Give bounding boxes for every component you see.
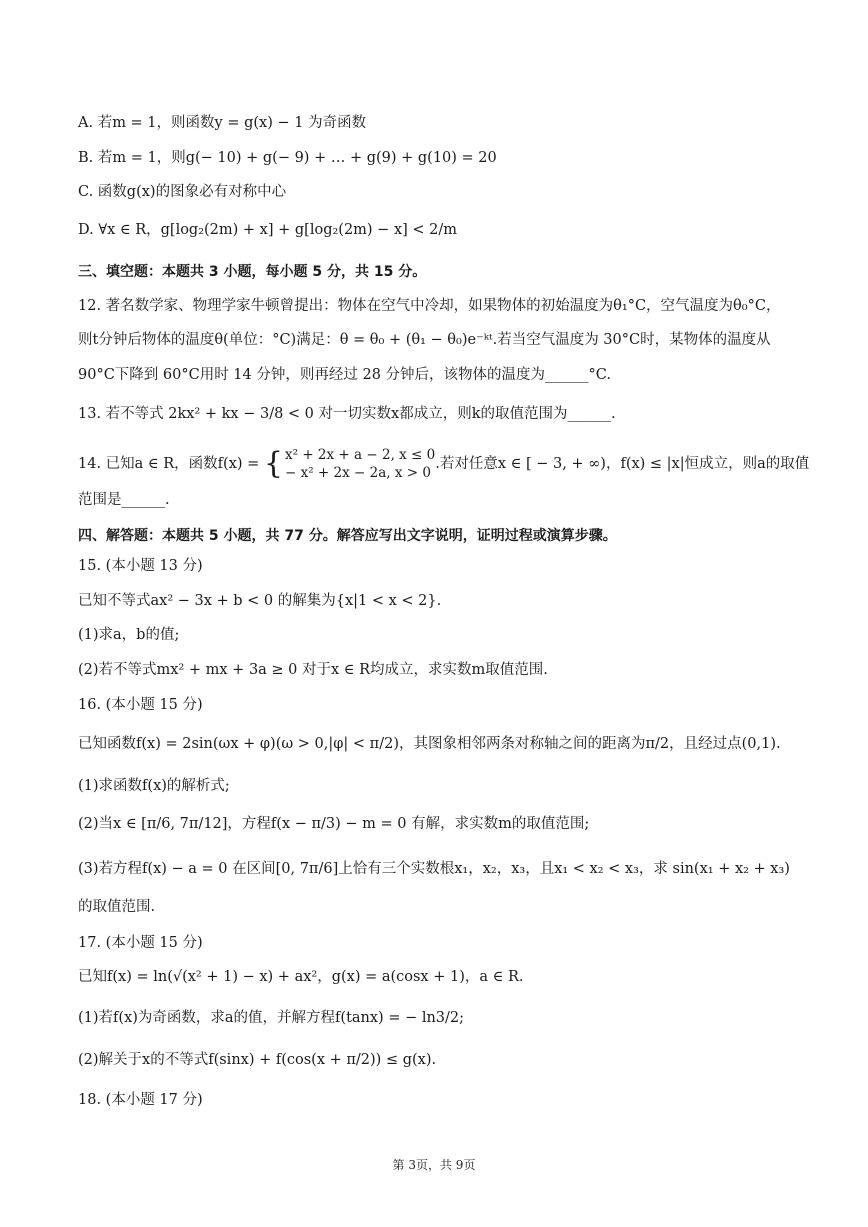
q14-start: 14. 已知a ∈ R，函数f(x) = <box>78 456 264 472</box>
q14-brace: { <box>263 446 284 481</box>
q17-part-1: (1)若f(x)为奇函数，求a的值，并解方程f(tanx) = − ln3/2; <box>78 1010 465 1026</box>
q15-title: 15. (本小题 13 分) <box>78 558 203 574</box>
q14-case-2: − x² + 2x − 2a, x > 0 <box>285 465 431 481</box>
q15-part-2: (2)若不等式mx² + mx + 3a ≥ 0 对于x ∈ R均成立，求实数m取值范围. <box>78 662 548 678</box>
q17-stem: 已知f(x) = ln(√(x² + 1) − x) + ax²，g(x) = a(cosx + 1)，a ∈ R. <box>78 969 524 985</box>
q17-title: 17. (本小题 15 分) <box>78 935 203 951</box>
q16-part-3: (3)若方程f(x) − a = 0 在区间[0, 7π/6]上恰有三个实数根x₁，x₂，x₃，且x₁ < x₂ < x₃，求 sin(x₁ + x₂ + x₃) <box>78 861 790 877</box>
q15-stem: 已知不等式ax² − 3x + b < 0 的解集为{x|1 < x < 2}. <box>78 593 442 609</box>
q17-part-2: (2)解关于x的不等式f(sinx) + f(cos(x + π/2)) ≤ g(x). <box>78 1052 437 1068</box>
q14-line-1 <box>78 446 810 482</box>
q14-piecewise <box>285 446 435 482</box>
q16-part-2: (2)当x ∈ [π/6, 7π/12]，方程f(x − π/3) − m = 0 有解，求实数m的取值范围; <box>78 816 590 832</box>
section-3-heading: 三、填空题：本题共 3 小题，每小题 5 分，共 15 分。 <box>78 264 427 280</box>
option-d: D. ∀x ∈ R，g[log₂(2m) + x] + g[log₂(2m) − x] < 2/m <box>78 222 458 238</box>
q15-part-1: (1)求a，b的值; <box>78 627 180 643</box>
q16-part-1: (1)求函数f(x)的解析式; <box>78 778 230 794</box>
q16-title: 16. (本小题 15 分) <box>78 697 203 713</box>
page-footer: 第 3页，共 9页 <box>392 1158 476 1172</box>
q14-case-1: x² + 2x + a − 2, x ≤ 0 <box>285 447 436 463</box>
option-b: B. 若m = 1，则g(− 10) + g(− 9) + … + g(9) + g(10) = 20 <box>78 150 497 166</box>
option-c: C. 函数g(x)的图象必有对称中心 <box>78 184 287 200</box>
q16-part-3-cont: 的取值范围. <box>78 899 156 915</box>
section-4-heading: 四、解答题：本题共 5 小题，共 77 分。解答应写出文字说明，证明过程或演算步骤。 <box>78 528 617 544</box>
q14-end: .若对任意x ∈ [ − 3, + ∞)，f(x) ≤ |x|恒成立，则a的取值 <box>435 456 810 472</box>
q12-line-2: 则t分钟后物体的温度θ(单位：°C)满足：θ = θ₀ + (θ₁ − θ₀)e⁻ᵏᵗ.若当空气温度为 30°C时，某物体的温度从 <box>78 332 771 348</box>
q12-line-3: 90°C下降到 60°C用时 14 分钟，则再经过 28 分钟后，该物体的温度为______°C. <box>78 367 611 383</box>
q12-line-1: 12. 著名数学家、物理学家牛顿曾提出：物体在空气中冷却，如果物体的初始温度为θ₁°C，空气温度为θ₀°C， <box>78 298 781 314</box>
q16-stem: 已知函数f(x) = 2sin(ωx + φ)(ω > 0,|φ| < π/2)，其图象相邻两条对称轴之间的距离为π/2，且经过点(0,1). <box>78 736 781 752</box>
q18-title: 18. (本小题 17 分) <box>78 1092 203 1108</box>
option-a: A. 若m = 1，则函数y = g(x) − 1 为奇函数 <box>78 115 367 131</box>
q13-text: 13. 若不等式 2kx² + kx − 3/8 < 0 对一切实数x都成立，则k的取值范围为______. <box>78 406 616 422</box>
q14-line-2: 范围是______. <box>78 492 170 508</box>
